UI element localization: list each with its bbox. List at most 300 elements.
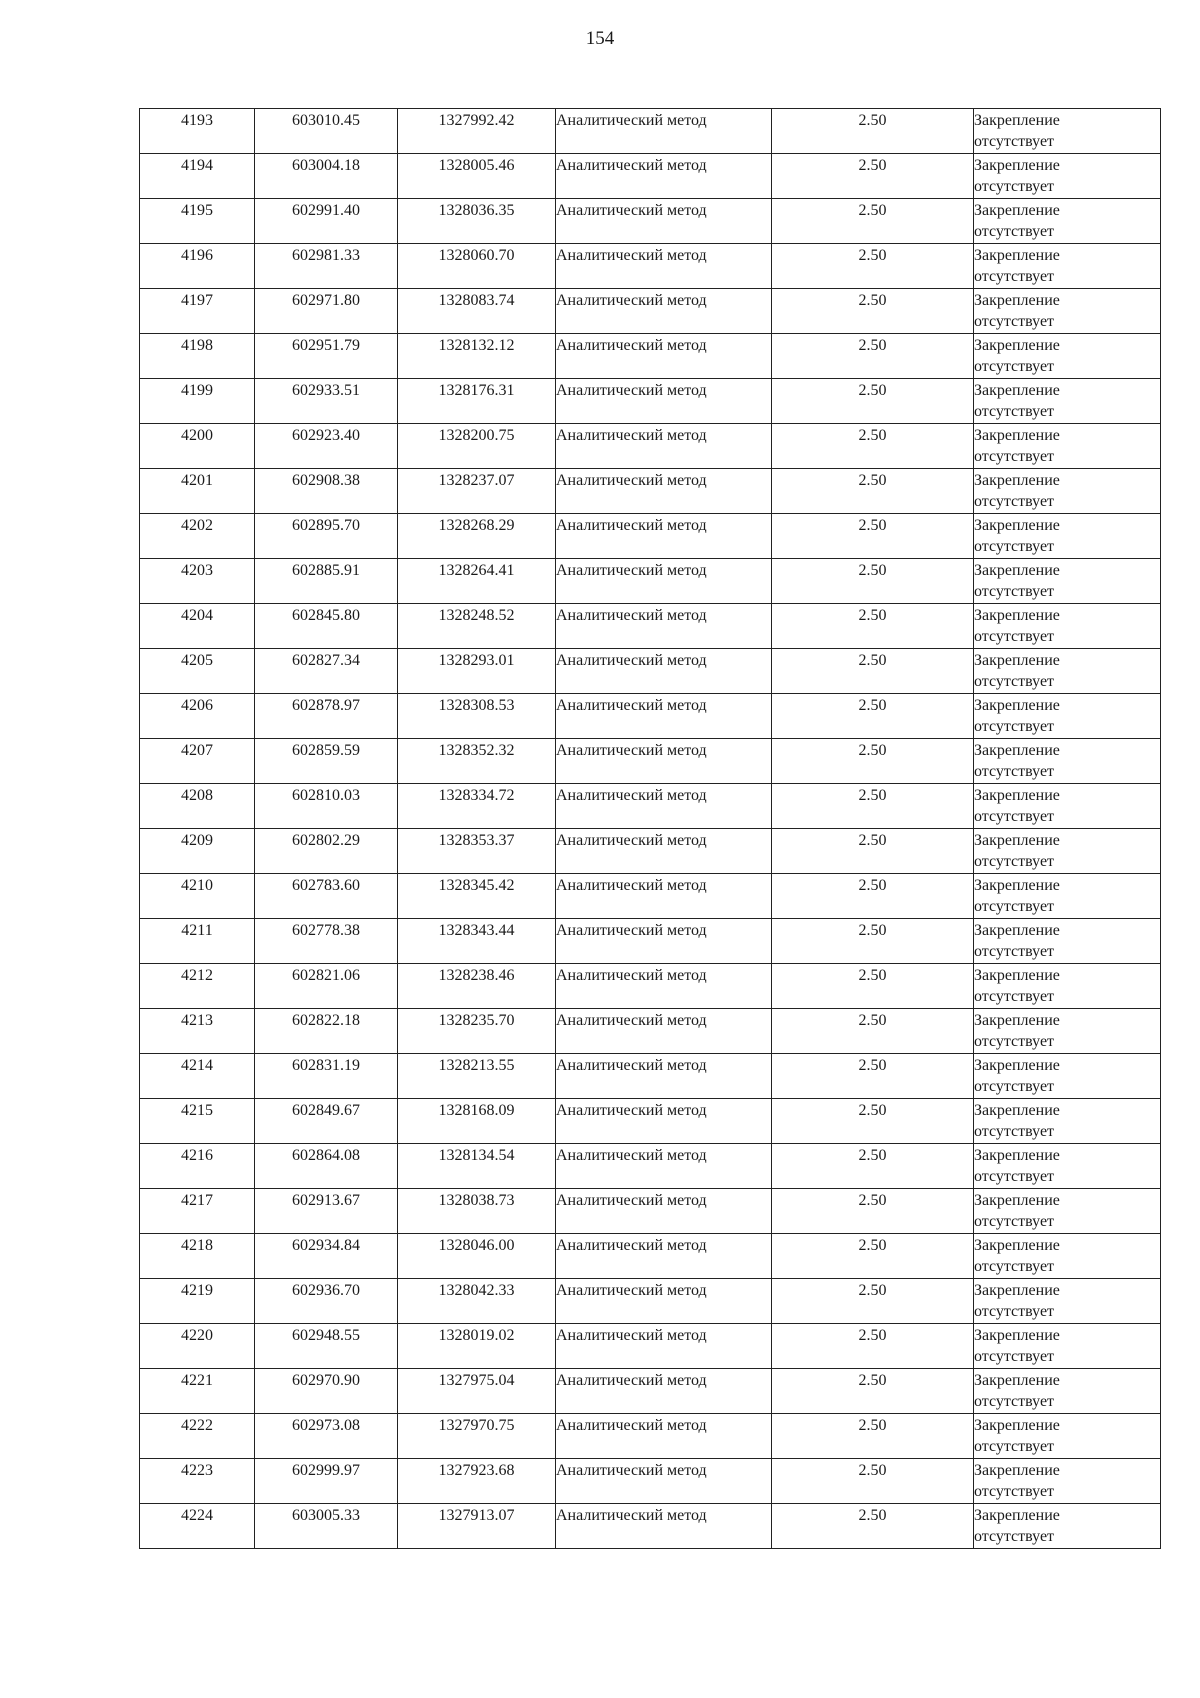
table-row bbox=[140, 154, 1161, 199]
y-coordinate-cell-text: 1327923.68 bbox=[438, 1462, 515, 1479]
precision-cell-text: 2.50 bbox=[858, 967, 887, 984]
x-coordinate-cell-text: 602859.59 bbox=[292, 742, 360, 759]
point-number-cell-text: 4217 bbox=[181, 1192, 213, 1209]
point-number-cell bbox=[140, 604, 255, 649]
fixing-cell bbox=[974, 694, 1161, 739]
y-coordinate-cell bbox=[398, 1054, 556, 1099]
precision-cell bbox=[772, 334, 974, 379]
x-coordinate-cell-text: 602934.84 bbox=[292, 1237, 360, 1254]
x-coordinate-cell bbox=[255, 1279, 398, 1324]
fixing-cell bbox=[974, 784, 1161, 829]
y-coordinate-cell-text: 1328019.02 bbox=[438, 1327, 515, 1344]
precision-cell bbox=[772, 1054, 974, 1099]
x-coordinate-cell bbox=[255, 1234, 398, 1279]
x-coordinate-cell-text: 602827.34 bbox=[292, 652, 360, 669]
point-number-cell bbox=[140, 334, 255, 379]
fixing-text: Закрепление bbox=[974, 1237, 1060, 1254]
x-coordinate-cell bbox=[255, 1009, 398, 1054]
fixing-text: отсутствует bbox=[974, 1123, 1055, 1140]
fixing-text: Закрепление bbox=[974, 787, 1060, 804]
fixing-text: Закрепление bbox=[974, 1012, 1060, 1029]
method-cell-text: Аналитический метод bbox=[556, 1462, 707, 1479]
x-coordinate-cell-text: 602951.79 bbox=[292, 337, 360, 354]
precision-cell-text: 2.50 bbox=[858, 157, 887, 174]
fixing-text: отсутствует bbox=[974, 1393, 1055, 1410]
fixing-text: отсутствует bbox=[974, 448, 1055, 465]
fixing-text: Закрепление bbox=[974, 337, 1060, 354]
table-row bbox=[140, 1009, 1161, 1054]
point-number-cell-text: 4196 bbox=[181, 247, 213, 264]
point-number-cell-text: 4209 bbox=[181, 832, 213, 849]
point-number-cell bbox=[140, 919, 255, 964]
y-coordinate-cell bbox=[398, 1189, 556, 1234]
method-cell-text: Аналитический метод bbox=[556, 1417, 707, 1434]
table-row bbox=[140, 739, 1161, 784]
method-cell-text: Аналитический метод bbox=[556, 1237, 707, 1254]
point-number-cell-text: 4221 bbox=[181, 1372, 213, 1389]
y-coordinate-cell-text: 1328238.46 bbox=[438, 967, 515, 984]
y-coordinate-cell-text: 1328200.75 bbox=[438, 427, 515, 444]
y-coordinate-cell-text: 1328134.54 bbox=[438, 1147, 515, 1164]
method-cell-text: Аналитический метод bbox=[556, 562, 707, 579]
fixing-text: отсутствует bbox=[974, 178, 1055, 195]
y-coordinate-cell-text: 1327992.42 bbox=[438, 112, 515, 129]
y-coordinate-cell bbox=[398, 514, 556, 559]
method-cell bbox=[556, 1369, 772, 1414]
fixing-cell bbox=[974, 109, 1161, 154]
fixing-cell bbox=[974, 424, 1161, 469]
x-coordinate-cell bbox=[255, 649, 398, 694]
point-number-cell-text: 4198 bbox=[181, 337, 213, 354]
method-cell-text: Аналитический метод bbox=[556, 1192, 707, 1209]
method-cell-text: Аналитический метод bbox=[556, 1102, 707, 1119]
fixing-text: Закрепление bbox=[974, 202, 1060, 219]
x-coordinate-cell-text: 602913.67 bbox=[292, 1192, 360, 1209]
point-number-cell-text: 4222 bbox=[181, 1417, 213, 1434]
x-coordinate-cell-text: 602999.97 bbox=[292, 1462, 360, 1479]
point-number-cell bbox=[140, 289, 255, 334]
y-coordinate-cell bbox=[398, 1099, 556, 1144]
precision-cell bbox=[772, 1234, 974, 1279]
method-cell-text: Аналитический метод bbox=[556, 1012, 707, 1029]
method-cell bbox=[556, 1234, 772, 1279]
method-cell bbox=[556, 1144, 772, 1189]
method-cell-text: Аналитический метод bbox=[556, 652, 707, 669]
method-cell bbox=[556, 964, 772, 1009]
y-coordinate-cell-text: 1328005.46 bbox=[438, 157, 515, 174]
point-number-cell-text: 4193 bbox=[181, 112, 213, 129]
precision-cell-text: 2.50 bbox=[858, 472, 887, 489]
table-body bbox=[140, 109, 1161, 1549]
x-coordinate-cell bbox=[255, 334, 398, 379]
y-coordinate-cell bbox=[398, 244, 556, 289]
method-cell bbox=[556, 379, 772, 424]
precision-cell bbox=[772, 919, 974, 964]
x-coordinate-cell bbox=[255, 424, 398, 469]
point-number-cell bbox=[140, 649, 255, 694]
fixing-text: отсутствует bbox=[974, 1168, 1055, 1185]
precision-cell-text: 2.50 bbox=[858, 1417, 887, 1434]
fixing-text: отсутствует bbox=[974, 1213, 1055, 1230]
point-number-cell-text: 4210 bbox=[181, 877, 213, 894]
method-cell-text: Аналитический метод bbox=[556, 1282, 707, 1299]
fixing-text: Закрепление bbox=[974, 247, 1060, 264]
method-cell-text: Аналитический метод bbox=[556, 1327, 707, 1344]
fixing-text: отсутствует bbox=[974, 403, 1055, 420]
point-number-cell bbox=[140, 1459, 255, 1504]
fixing-cell bbox=[974, 964, 1161, 1009]
x-coordinate-cell-text: 602981.33 bbox=[292, 247, 360, 264]
precision-cell-text: 2.50 bbox=[858, 1192, 887, 1209]
fixing-text: Закрепление bbox=[974, 607, 1060, 624]
y-coordinate-cell-text: 1328168.09 bbox=[438, 1102, 515, 1119]
page-number: 154 bbox=[585, 28, 615, 49]
x-coordinate-cell bbox=[255, 1144, 398, 1189]
fixing-text: Закрепление bbox=[974, 742, 1060, 759]
y-coordinate-cell bbox=[398, 1279, 556, 1324]
point-number-cell-text: 4201 bbox=[181, 472, 213, 489]
table-row bbox=[140, 109, 1161, 154]
fixing-text: отсутствует bbox=[974, 673, 1055, 690]
fixing-text: Закрепление bbox=[974, 472, 1060, 489]
point-number-cell-text: 4207 bbox=[181, 742, 213, 759]
y-coordinate-cell-text: 1327913.07 bbox=[438, 1507, 515, 1524]
method-cell bbox=[556, 334, 772, 379]
fixing-text: отсутствует bbox=[974, 808, 1055, 825]
y-coordinate-cell-text: 1328334.72 bbox=[438, 787, 515, 804]
x-coordinate-cell bbox=[255, 514, 398, 559]
x-coordinate-cell-text: 602895.70 bbox=[292, 517, 360, 534]
y-coordinate-cell-text: 1328353.37 bbox=[438, 832, 515, 849]
method-cell bbox=[556, 919, 772, 964]
fixing-text: Закрепление bbox=[974, 877, 1060, 894]
y-coordinate-cell bbox=[398, 1009, 556, 1054]
x-coordinate-cell bbox=[255, 289, 398, 334]
fixing-cell bbox=[974, 1279, 1161, 1324]
precision-cell bbox=[772, 109, 974, 154]
precision-cell bbox=[772, 739, 974, 784]
point-number-cell-text: 4205 bbox=[181, 652, 213, 669]
y-coordinate-cell-text: 1328237.07 bbox=[438, 472, 515, 489]
y-coordinate-cell bbox=[398, 154, 556, 199]
method-cell bbox=[556, 1459, 772, 1504]
fixing-text: Закрепление bbox=[974, 697, 1060, 714]
method-cell bbox=[556, 109, 772, 154]
method-cell bbox=[556, 604, 772, 649]
x-coordinate-cell bbox=[255, 109, 398, 154]
point-number-cell-text: 4204 bbox=[181, 607, 213, 624]
x-coordinate-cell-text: 602778.38 bbox=[292, 922, 360, 939]
point-number-cell-text: 4211 bbox=[181, 922, 213, 939]
precision-cell bbox=[772, 1144, 974, 1189]
x-coordinate-cell-text: 602864.08 bbox=[292, 1147, 360, 1164]
point-number-cell bbox=[140, 1189, 255, 1234]
precision-cell-text: 2.50 bbox=[858, 877, 887, 894]
table-row bbox=[140, 964, 1161, 1009]
point-number-cell-text: 4220 bbox=[181, 1327, 213, 1344]
table-row bbox=[140, 829, 1161, 874]
fixing-text: отсутствует bbox=[974, 1303, 1055, 1320]
fixing-text: Закрепление bbox=[974, 1372, 1060, 1389]
fixing-text: отсутствует bbox=[974, 853, 1055, 870]
table-row bbox=[140, 1279, 1161, 1324]
precision-cell bbox=[772, 649, 974, 694]
point-number-cell bbox=[140, 424, 255, 469]
x-coordinate-cell-text: 602845.80 bbox=[292, 607, 360, 624]
point-number-cell bbox=[140, 1234, 255, 1279]
y-coordinate-cell-text: 1328083.74 bbox=[438, 292, 515, 309]
point-number-cell bbox=[140, 244, 255, 289]
x-coordinate-cell bbox=[255, 739, 398, 784]
fixing-text: отсутствует bbox=[974, 1258, 1055, 1275]
fixing-text: отсутствует bbox=[974, 583, 1055, 600]
fixing-cell bbox=[974, 1099, 1161, 1144]
precision-cell bbox=[772, 199, 974, 244]
table-row bbox=[140, 199, 1161, 244]
y-coordinate-cell bbox=[398, 739, 556, 784]
precision-cell-text: 2.50 bbox=[858, 517, 887, 534]
x-coordinate-cell bbox=[255, 1414, 398, 1459]
precision-cell bbox=[772, 559, 974, 604]
fixing-cell bbox=[974, 334, 1161, 379]
fixing-text: отсутствует bbox=[974, 1483, 1055, 1500]
point-number-cell-text: 4224 bbox=[181, 1507, 213, 1524]
x-coordinate-cell bbox=[255, 199, 398, 244]
table-row bbox=[140, 1054, 1161, 1099]
precision-cell-text: 2.50 bbox=[858, 112, 887, 129]
fixing-text: отсутствует bbox=[974, 313, 1055, 330]
x-coordinate-cell-text: 602821.06 bbox=[292, 967, 360, 984]
precision-cell-text: 2.50 bbox=[858, 247, 887, 264]
precision-cell bbox=[772, 829, 974, 874]
x-coordinate-cell-text: 602936.70 bbox=[292, 1282, 360, 1299]
point-number-cell bbox=[140, 1324, 255, 1369]
method-cell bbox=[556, 1009, 772, 1054]
point-number-cell-text: 4215 bbox=[181, 1102, 213, 1119]
fixing-text: отсутствует bbox=[974, 538, 1055, 555]
point-number-cell bbox=[140, 1009, 255, 1054]
method-cell-text: Аналитический метод bbox=[556, 1507, 707, 1524]
fixing-text: Закрепление bbox=[974, 1057, 1060, 1074]
method-cell-text: Аналитический метод bbox=[556, 607, 707, 624]
fixing-cell bbox=[974, 289, 1161, 334]
point-number-cell bbox=[140, 154, 255, 199]
y-coordinate-cell bbox=[398, 469, 556, 514]
x-coordinate-cell bbox=[255, 1054, 398, 1099]
method-cell-text: Аналитический метод bbox=[556, 742, 707, 759]
precision-cell-text: 2.50 bbox=[858, 652, 887, 669]
table-row bbox=[140, 1099, 1161, 1144]
y-coordinate-cell bbox=[398, 424, 556, 469]
point-number-cell bbox=[140, 1099, 255, 1144]
fixing-cell bbox=[974, 514, 1161, 559]
point-number-cell-text: 4214 bbox=[181, 1057, 213, 1074]
y-coordinate-cell-text: 1327970.75 bbox=[438, 1417, 515, 1434]
precision-cell bbox=[772, 1459, 974, 1504]
point-number-cell-text: 4195 bbox=[181, 202, 213, 219]
fixing-text: Закрепление bbox=[974, 1462, 1060, 1479]
method-cell-text: Аналитический метод bbox=[556, 157, 707, 174]
fixing-cell bbox=[974, 1369, 1161, 1414]
precision-cell bbox=[772, 1369, 974, 1414]
precision-cell-text: 2.50 bbox=[858, 427, 887, 444]
x-coordinate-cell-text: 602908.38 bbox=[292, 472, 360, 489]
y-coordinate-cell bbox=[398, 379, 556, 424]
method-cell-text: Аналитический метод bbox=[556, 877, 707, 894]
y-coordinate-cell-text: 1328176.31 bbox=[438, 382, 515, 399]
method-cell bbox=[556, 739, 772, 784]
fixing-text: Закрепление bbox=[974, 1192, 1060, 1209]
point-number-cell bbox=[140, 784, 255, 829]
fixing-text: Закрепление bbox=[974, 517, 1060, 534]
point-number-cell-text: 4199 bbox=[181, 382, 213, 399]
x-coordinate-cell bbox=[255, 1189, 398, 1234]
table-row bbox=[140, 559, 1161, 604]
precision-cell-text: 2.50 bbox=[858, 787, 887, 804]
fixing-cell bbox=[974, 1054, 1161, 1099]
method-cell bbox=[556, 1099, 772, 1144]
method-cell bbox=[556, 424, 772, 469]
table-row bbox=[140, 1144, 1161, 1189]
precision-cell-text: 2.50 bbox=[858, 202, 887, 219]
precision-cell-text: 2.50 bbox=[858, 562, 887, 579]
coordinates-table bbox=[139, 108, 1161, 1549]
precision-cell-text: 2.50 bbox=[858, 1012, 887, 1029]
fixing-cell bbox=[974, 874, 1161, 919]
table-row bbox=[140, 1234, 1161, 1279]
point-number-cell-text: 4216 bbox=[181, 1147, 213, 1164]
y-coordinate-cell bbox=[398, 334, 556, 379]
method-cell bbox=[556, 559, 772, 604]
method-cell bbox=[556, 469, 772, 514]
fixing-cell bbox=[974, 919, 1161, 964]
precision-cell-text: 2.50 bbox=[858, 1147, 887, 1164]
precision-cell bbox=[772, 964, 974, 1009]
x-coordinate-cell bbox=[255, 154, 398, 199]
fixing-cell bbox=[974, 1189, 1161, 1234]
table-row bbox=[140, 1324, 1161, 1369]
point-number-cell bbox=[140, 514, 255, 559]
fixing-text: отсутствует bbox=[974, 1348, 1055, 1365]
x-coordinate-cell bbox=[255, 919, 398, 964]
y-coordinate-cell-text: 1328038.73 bbox=[438, 1192, 515, 1209]
point-number-cell bbox=[140, 199, 255, 244]
point-number-cell bbox=[140, 1054, 255, 1099]
y-coordinate-cell-text: 1328345.42 bbox=[438, 877, 515, 894]
fixing-text: отсутствует bbox=[974, 763, 1055, 780]
precision-cell bbox=[772, 514, 974, 559]
method-cell-text: Аналитический метод bbox=[556, 1057, 707, 1074]
x-coordinate-cell-text: 602783.60 bbox=[292, 877, 360, 894]
precision-cell bbox=[772, 424, 974, 469]
precision-cell-text: 2.50 bbox=[858, 1057, 887, 1074]
precision-cell-text: 2.50 bbox=[858, 1237, 887, 1254]
fixing-text: Закрепление bbox=[974, 157, 1060, 174]
x-coordinate-cell bbox=[255, 874, 398, 919]
y-coordinate-cell-text: 1328343.44 bbox=[438, 922, 515, 939]
table-row bbox=[140, 244, 1161, 289]
method-cell-text: Аналитический метод bbox=[556, 697, 707, 714]
fixing-cell bbox=[974, 1009, 1161, 1054]
y-coordinate-cell-text: 1327975.04 bbox=[438, 1372, 515, 1389]
x-coordinate-cell-text: 602933.51 bbox=[292, 382, 360, 399]
precision-cell-text: 2.50 bbox=[858, 1372, 887, 1389]
table-row bbox=[140, 334, 1161, 379]
x-coordinate-cell bbox=[255, 1099, 398, 1144]
method-cell-text: Аналитический метод bbox=[556, 112, 707, 129]
point-number-cell-text: 4202 bbox=[181, 517, 213, 534]
method-cell bbox=[556, 199, 772, 244]
x-coordinate-cell-text: 602831.19 bbox=[292, 1057, 360, 1074]
point-number-cell bbox=[140, 1414, 255, 1459]
point-number-cell-text: 4219 bbox=[181, 1282, 213, 1299]
method-cell bbox=[556, 829, 772, 874]
fixing-text: отсутствует bbox=[974, 268, 1055, 285]
fixing-cell bbox=[974, 1234, 1161, 1279]
method-cell bbox=[556, 874, 772, 919]
y-coordinate-cell bbox=[398, 1324, 556, 1369]
x-coordinate-cell bbox=[255, 1459, 398, 1504]
precision-cell bbox=[772, 1504, 974, 1549]
y-coordinate-cell bbox=[398, 694, 556, 739]
precision-cell bbox=[772, 1189, 974, 1234]
y-coordinate-cell-text: 1328268.29 bbox=[438, 517, 515, 534]
y-coordinate-cell-text: 1328213.55 bbox=[438, 1057, 515, 1074]
table-row bbox=[140, 514, 1161, 559]
table-row bbox=[140, 424, 1161, 469]
fixing-text: Закрепление bbox=[974, 1147, 1060, 1164]
point-number-cell bbox=[140, 1504, 255, 1549]
x-coordinate-cell bbox=[255, 694, 398, 739]
point-number-cell bbox=[140, 1279, 255, 1324]
fixing-text: Закрепление bbox=[974, 1417, 1060, 1434]
y-coordinate-cell-text: 1328264.41 bbox=[438, 562, 515, 579]
y-coordinate-cell bbox=[398, 289, 556, 334]
precision-cell bbox=[772, 379, 974, 424]
precision-cell bbox=[772, 784, 974, 829]
point-number-cell bbox=[140, 379, 255, 424]
fixing-cell bbox=[974, 829, 1161, 874]
x-coordinate-cell bbox=[255, 379, 398, 424]
precision-cell-text: 2.50 bbox=[858, 292, 887, 309]
fixing-text: Закрепление bbox=[974, 1327, 1060, 1344]
fixing-cell bbox=[974, 244, 1161, 289]
x-coordinate-cell bbox=[255, 784, 398, 829]
method-cell-text: Аналитический метод bbox=[556, 787, 707, 804]
method-cell-text: Аналитический метод bbox=[556, 337, 707, 354]
y-coordinate-cell bbox=[398, 829, 556, 874]
point-number-cell bbox=[140, 964, 255, 1009]
x-coordinate-cell-text: 602948.55 bbox=[292, 1327, 360, 1344]
x-coordinate-cell-text: 602878.97 bbox=[292, 697, 360, 714]
y-coordinate-cell-text: 1328235.70 bbox=[438, 1012, 515, 1029]
fixing-text: отсутствует bbox=[974, 898, 1055, 915]
method-cell-text: Аналитический метод bbox=[556, 472, 707, 489]
precision-cell-text: 2.50 bbox=[858, 1282, 887, 1299]
y-coordinate-cell-text: 1328046.00 bbox=[438, 1237, 515, 1254]
x-coordinate-cell bbox=[255, 1324, 398, 1369]
x-coordinate-cell bbox=[255, 469, 398, 514]
table-row bbox=[140, 874, 1161, 919]
fixing-text: Закрепление bbox=[974, 292, 1060, 309]
fixing-text: отсутствует bbox=[974, 493, 1055, 510]
x-coordinate-cell-text: 602970.90 bbox=[292, 1372, 360, 1389]
x-coordinate-cell bbox=[255, 604, 398, 649]
fixing-text: Закрепление bbox=[974, 1102, 1060, 1119]
x-coordinate-cell-text: 602802.29 bbox=[292, 832, 360, 849]
precision-cell bbox=[772, 1009, 974, 1054]
precision-cell-text: 2.50 bbox=[858, 832, 887, 849]
